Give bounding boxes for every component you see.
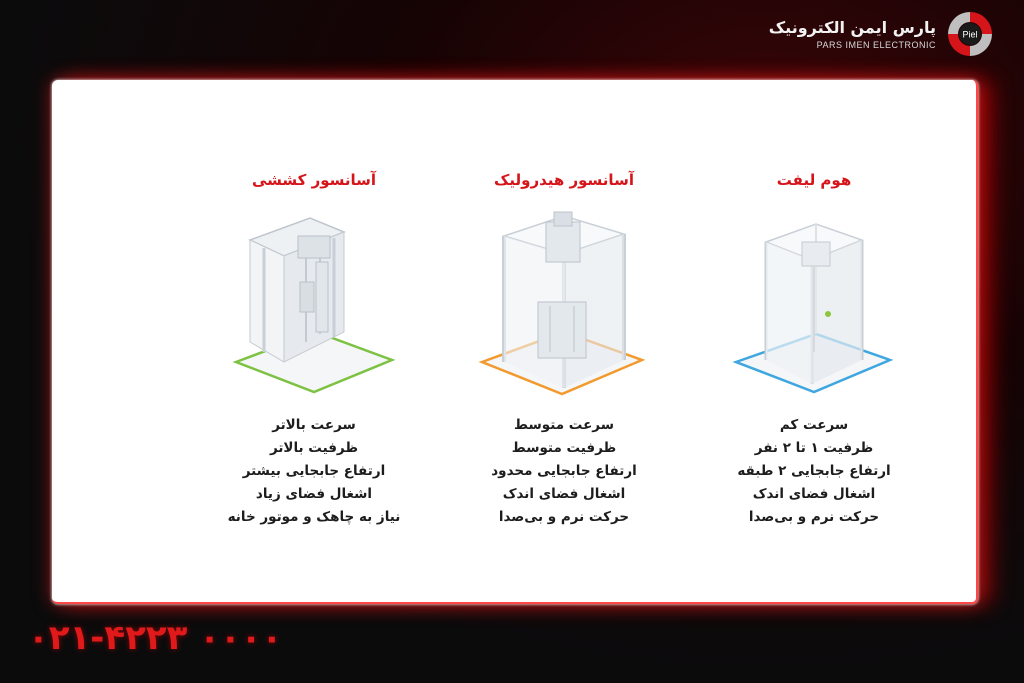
brand-name-fa: پارس ایمن الکترونیک	[768, 18, 936, 37]
feature-item: نیاز به چاهک و موتور خانه	[227, 509, 401, 525]
traction-elevator-illustration-icon	[224, 202, 404, 402]
column-title: آسانسور هیدرولیک	[494, 171, 634, 189]
feature-list	[194, 414, 434, 529]
feature-item: حرکت نرم و بی‌صدا	[498, 509, 630, 525]
feature-item: ظرفیت متوسط	[511, 440, 617, 456]
feature-list	[694, 414, 934, 529]
column-title: آسانسور کششی	[251, 171, 377, 189]
brand-header	[769, 10, 994, 58]
feature-item: ارتفاع جابجایی بیشتر	[242, 463, 386, 479]
column-title: هوم لیفت	[776, 171, 852, 189]
feature-item: سرعت بالاتر	[272, 417, 356, 433]
column-hydraulic	[444, 168, 684, 529]
feature-item: اشغال فضای زیاد	[255, 486, 373, 502]
comparison-card	[52, 80, 978, 604]
feature-item: سرعت متوسط	[514, 417, 614, 433]
brand-name-en: PARS IMEN ELECTRONIC	[816, 40, 936, 50]
column-home-lift	[694, 168, 934, 529]
feature-item: اشغال فضای اندک	[752, 486, 876, 502]
feature-item: ارتفاع جابجایی ۲ طبقه	[737, 463, 891, 479]
brand-text	[769, 18, 936, 50]
logo-text: Piel	[962, 29, 978, 40]
column-traction	[194, 168, 434, 529]
feature-item: سرعت کم	[779, 417, 849, 433]
hydraulic-elevator-illustration-icon	[474, 202, 654, 402]
feature-item: ارتفاع جابجایی محدود	[491, 463, 637, 479]
phone-number[interactable]: ۰۲۱-۴۲۲۳ ۰۰۰۰	[28, 618, 283, 658]
piel-logo-icon	[946, 10, 994, 58]
feature-item: حرکت نرم و بی‌صدا	[748, 509, 880, 525]
feature-list	[444, 414, 684, 529]
feature-item: ظرفیت ۱ تا ۲ نفر	[754, 440, 874, 456]
feature-item: اشغال فضای اندک	[502, 486, 626, 502]
feature-item: ظرفیت بالاتر	[269, 440, 359, 456]
home-lift-illustration-icon	[724, 202, 904, 402]
